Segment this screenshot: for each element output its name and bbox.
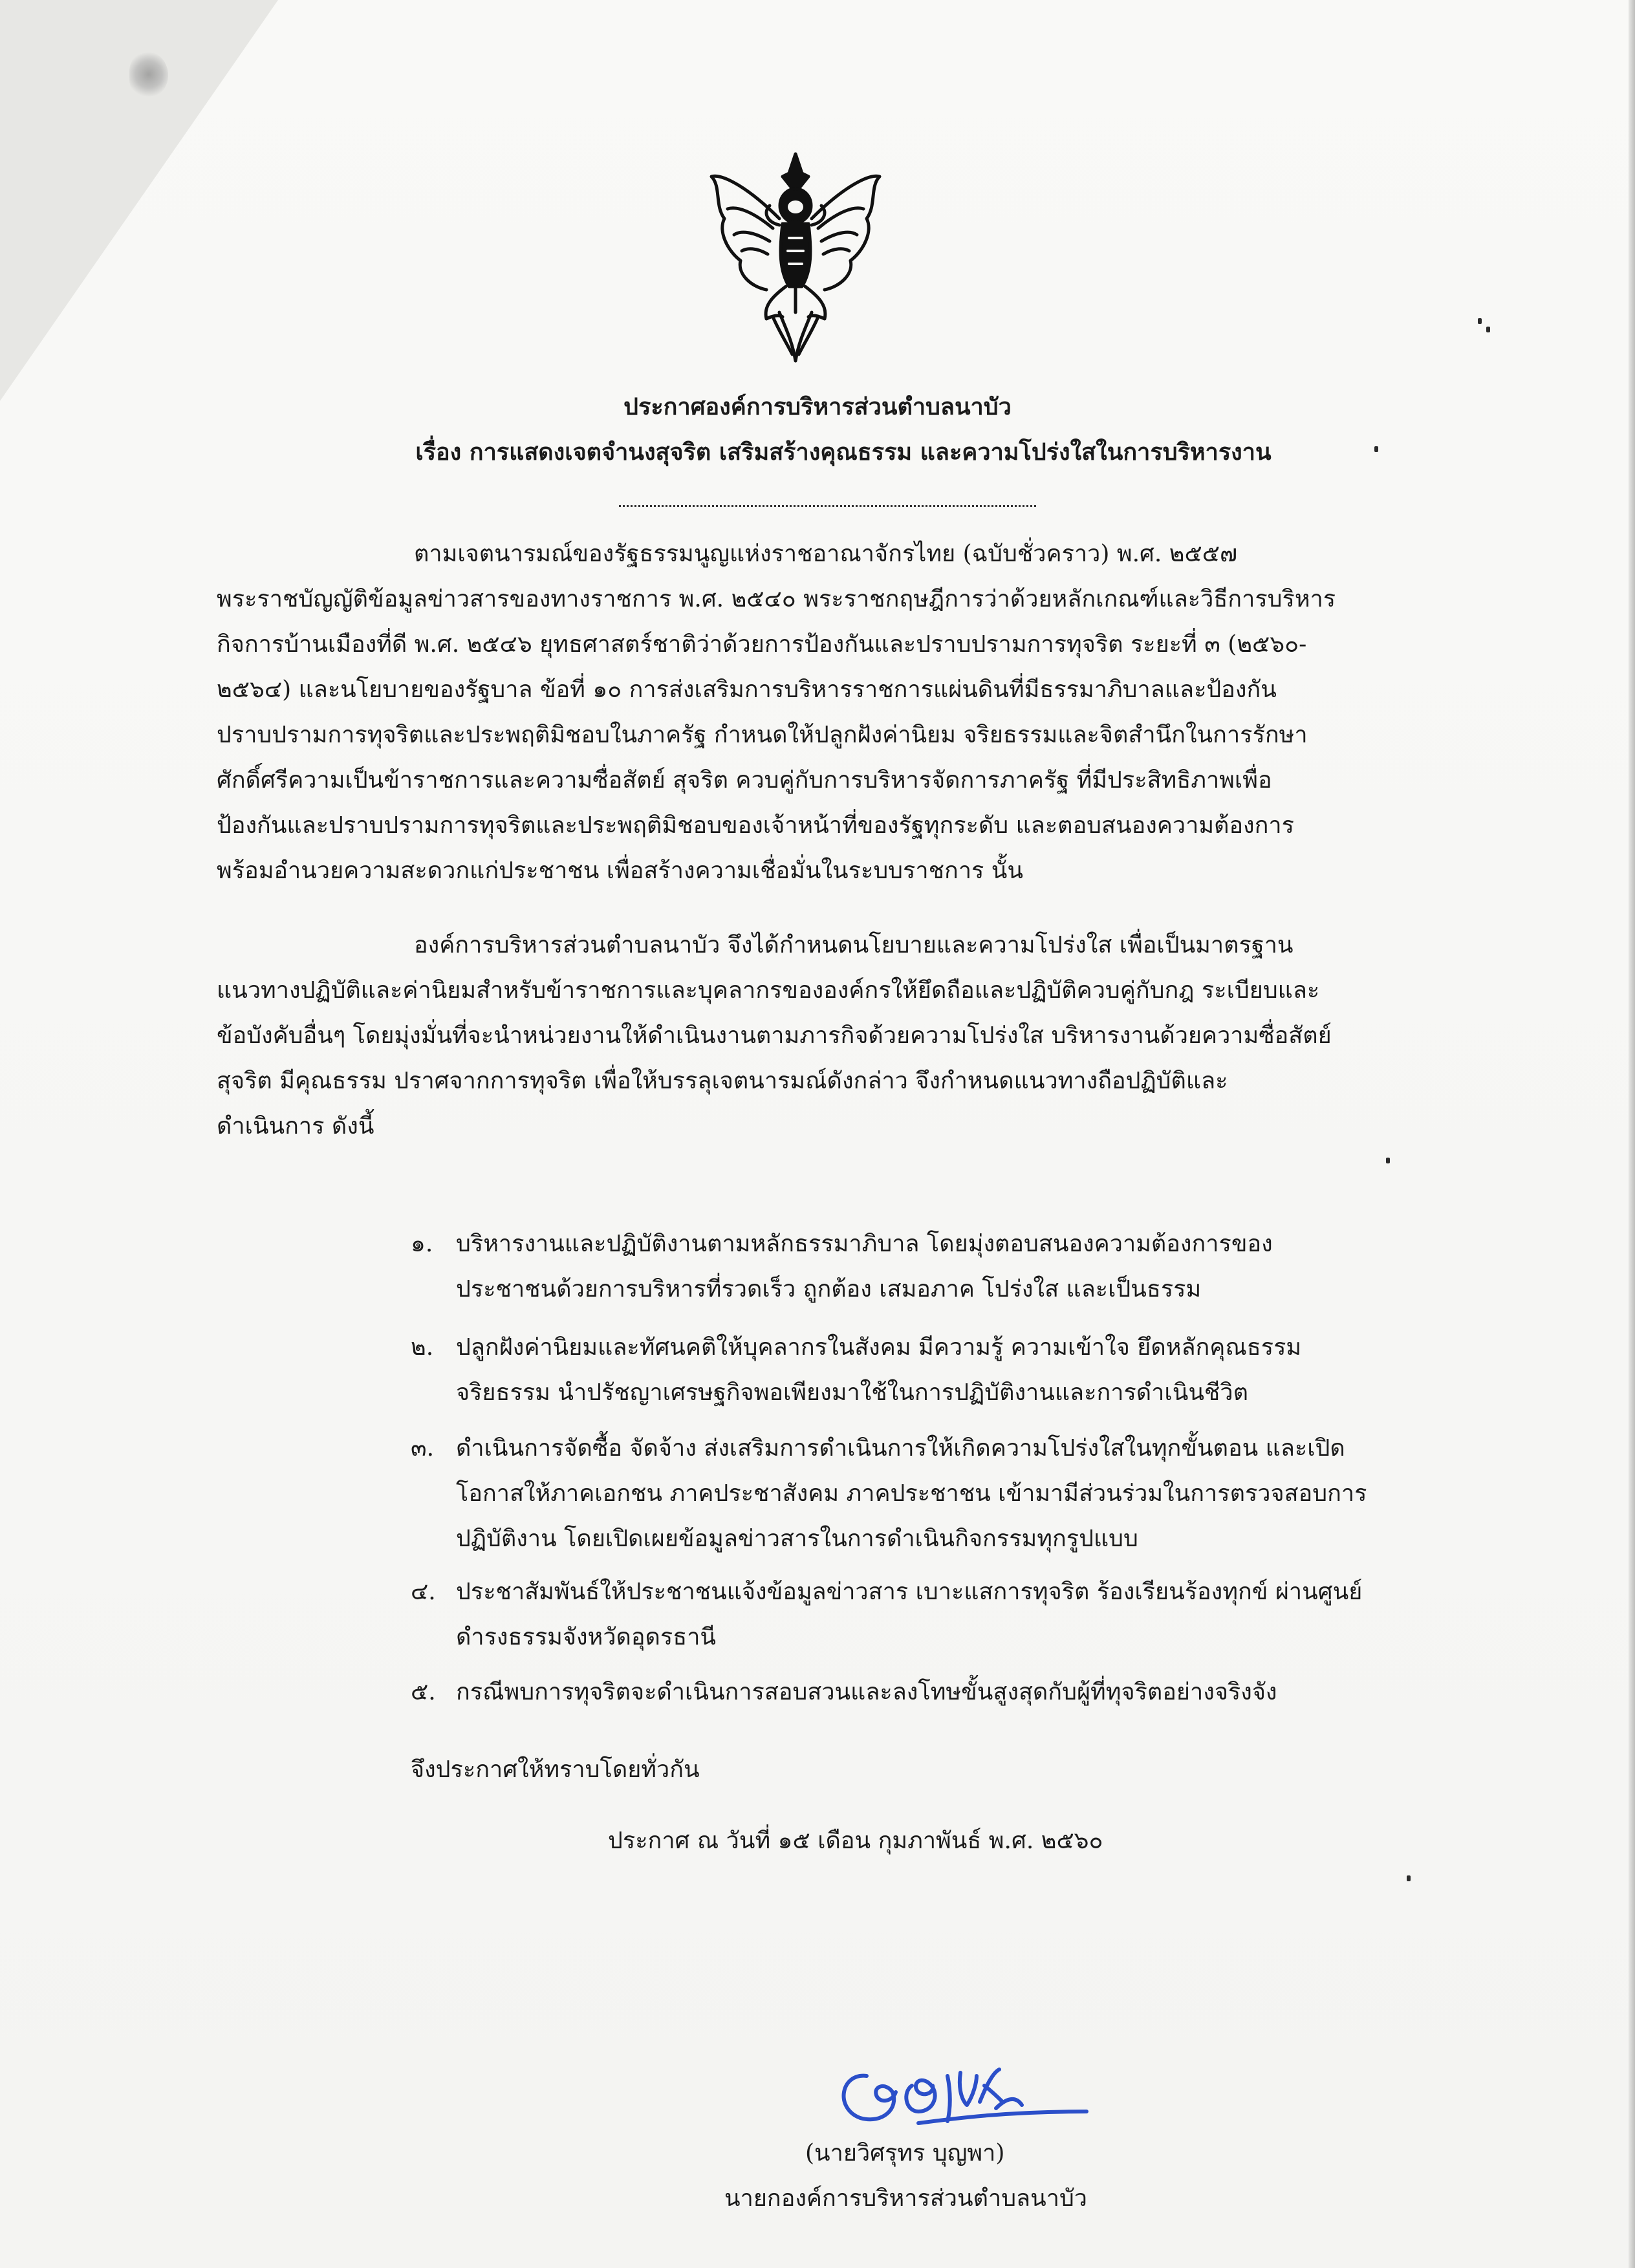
paragraph-line: พระราชบัญญัติข้อมูลข่าวสารของทางราชการ พ.ศ. ๒๕๔๐ พระราชกฤษฎีการว่าด้วยหลักเกณฑ์และวิธีการบริหาร	[217, 586, 1336, 612]
signer-name: (นายวิศรุทร บุญพา)	[805, 2140, 1005, 2166]
paragraph-line: ดำเนินการ ดังนี้	[217, 1113, 374, 1139]
list-item-number: ๔.	[411, 1579, 436, 1605]
announcement-date: ประกาศ ณ วันที่ ๑๕ เดือน กุมภาพันธ์ พ.ศ. ๒๕๖๐	[608, 1828, 1103, 1854]
handwritten-signature	[821, 2047, 1093, 2137]
garuda-emblem-icon	[702, 147, 889, 367]
paper-stain	[129, 52, 168, 97]
list-item-line: โอกาสให้ภาคเอกชน ภาคประชาสังคม ภาคประชาชน เข้ามามีส่วนร่วมในการตรวจสอบการ	[456, 1480, 1367, 1507]
list-item-number: ๑.	[411, 1231, 433, 1257]
list-item-line: ประชาชนด้วยการบริหารที่รวดเร็ว ถูกต้อง เสมอภาค โปร่งใส และเป็นธรรม	[456, 1276, 1202, 1302]
paragraph-line: องค์การบริหารส่วนตำบลนาบัว จึงได้กำหนดนโยบายและความโปร่งใส เพื่อเป็นมาตรฐาน	[414, 932, 1294, 958]
paper-speck	[1386, 1158, 1390, 1163]
paragraph-line: พร้อมอำนวยความสะดวกแก่ประชาชน เพื่อสร้างความเชื่อมั่นในระบบราชการ นั้น	[217, 858, 1024, 884]
announcement-title: ประกาศองค์การบริหารส่วนตำบลนาบัว	[623, 393, 1012, 420]
paragraph-line: สุจริต มีคุณธรรม ปราศจากการทุจริต เพื่อให้บรรลุเจตนารมณ์ดังกล่าว จึงกำหนดแนวทางถือปฏิบัติและ	[217, 1068, 1228, 1094]
paragraph-line: กิจการบ้านเมืองที่ดี พ.ศ. ๒๕๔๖ ยุทธศาสตร์ชาติว่าด้วยการป้องกันและปราบปรามการทุจริต ระยะที่ ๓ (๒๕๖๐-	[217, 631, 1307, 658]
paper-speck	[1407, 1875, 1411, 1881]
paper-speck	[1486, 327, 1490, 332]
paragraph-line: ๒๕๖๔) และนโยบายของรัฐบาล ข้อที่ ๑๐ การส่งเสริมการบริหารราชการแผ่นดินที่มีธรรมาภิบาลและป้องกัน	[217, 676, 1277, 703]
paragraph-line: ปราบปรามการทุจริตและประพฤติมิชอบในภาครัฐ กำหนดให้ปลูกฝังค่านิยม จริยธรรมและจิตสำนึกในการรักษา	[217, 722, 1308, 748]
paragraph-line: ข้อบังคับอื่นๆ โดยมุ่งมั่นที่จะนำหน่วยงานให้ดำเนินงานตามภารกิจด้วยความโปร่งใส บริหารงานด้วยความซื่อสัตย์	[217, 1022, 1332, 1049]
list-item-line: ดำรงธรรมจังหวัดอุดรธานี	[456, 1624, 717, 1650]
list-item-line: ประชาสัมพันธ์ให้ประชาชนแจ้งข้อมูลข่าวสาร เบาะแสการทุจริต ร้องเรียนร้องทุกข์ ผ่านศูนย์	[456, 1579, 1363, 1605]
list-item-line: จริยธรรม นำปรัชญาเศรษฐกิจพอเพียงมาใช้ในการปฏิบัติงานและการดำเนินชีวิต	[456, 1379, 1248, 1406]
page-edge-shadow	[1629, 0, 1635, 2268]
paper-speck	[1478, 318, 1482, 324]
signer-position: นายกองค์การบริหารส่วนตำบลนาบัว	[724, 2185, 1088, 2212]
closing-statement: จึงประกาศให้ทราบโดยทั่วกัน	[411, 1756, 700, 1783]
paragraph-line: ตามเจตนารมณ์ของรัฐธรรมนูญแห่งราชอาณาจักรไทย (ฉบับชั่วคราว) พ.ศ. ๒๕๕๗	[414, 541, 1238, 567]
dotted-divider	[619, 505, 1036, 507]
paragraph-line: แนวทางปฏิบัติและค่านิยมสำหรับข้าราชการและบุคลากรขององค์กรให้ยึดถือและปฏิบัติควบคู่กับกฎ ระเบียบและ	[217, 977, 1320, 1004]
list-item-line: บริหารงานและปฏิบัติงานตามหลักธรรมาภิบาล โดยมุ่งตอบสนองความต้องการของ	[456, 1231, 1273, 1257]
list-item-number: ๕.	[411, 1679, 436, 1705]
list-item-number: ๒.	[411, 1334, 434, 1361]
paragraph-line: ศักดิ์ศรีความเป็นข้าราชการและความซื่อสัตย์ สุจริต ควบคู่กับการบริหารจัดการภาครัฐ ที่มีประสิทธิภาพเพื่อ	[217, 767, 1272, 794]
list-item-line: ปลูกฝังค่านิยมและทัศนคติให้บุคลากรในสังคม มีความรู้ ความเข้าใจ ยึดหลักคุณธรรม	[456, 1334, 1302, 1361]
list-item-line: กรณีพบการทุจริตจะดำเนินการสอบสวนและลงโทษขั้นสูงสุดกับผู้ที่ทุจริตอย่างจริงจัง	[456, 1679, 1277, 1705]
list-item-number: ๓.	[411, 1435, 435, 1462]
list-item-line: ดำเนินการจัดซื้อ จัดจ้าง ส่งเสริมการดำเนินการให้เกิดความโปร่งใสในทุกขั้นตอน และเปิด	[456, 1435, 1345, 1462]
list-item-line: ปฏิบัติงาน โดยเปิดเผยข้อมูลข่าวสารในการดำเนินกิจกรรมทุกรูปแบบ	[456, 1526, 1138, 1552]
paragraph-line: ป้องกันและปราบปรามการทุจริตและประพฤติมิชอบของเจ้าหน้าที่ของรัฐทุกระดับ และตอบสนองความต้องการ	[217, 812, 1294, 839]
announcement-subject: เรื่อง การแสดงเจตจำนงสุจริต เสริมสร้างคุณธรรม และความโปร่งใสในการบริหารงาน	[415, 438, 1272, 466]
